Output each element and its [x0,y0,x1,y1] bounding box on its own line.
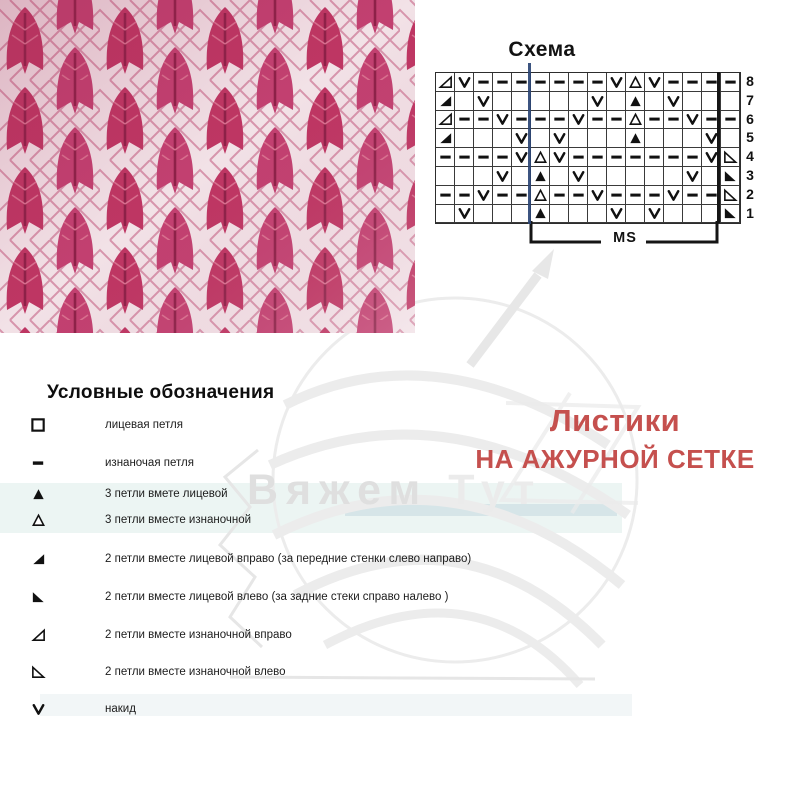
legend-label: 2 петли вместе изнаночной влево [105,666,286,678]
chart-cell-empty [455,92,474,111]
chart-cell-- [588,73,607,92]
chart-cell-k3 [626,129,645,148]
watermark-word2: Тут [448,466,543,514]
chart-cell-V [588,92,607,111]
chart-cell-V [550,129,569,148]
chart-row-number: 8 [746,73,754,89]
pattern-title [437,401,793,477]
knit-swatch-photo [0,0,415,333]
chart-cell-- [645,111,664,130]
chart-cell-empty [474,129,493,148]
chart-cell-V [683,167,702,186]
chart-cell-empty [550,92,569,111]
chart-row-number: 4 [746,148,754,165]
legend-row-V [30,701,136,717]
chart-cell-- [607,111,626,130]
chart-cell-V [683,111,702,130]
legend-row-purl [30,455,194,471]
chart-cell-- [645,148,664,167]
open-right-leaning-triangle-icon [30,627,50,643]
chart-cell-- [550,111,569,130]
chart-row-number: 2 [746,185,754,202]
chart-cell-- [683,148,702,167]
chart-cell-p2l [721,148,740,167]
legend-row-knit [30,417,183,433]
chart-cell-empty [645,129,664,148]
chart-cell-p2r [436,73,455,92]
chart-title: Схема [508,38,576,61]
chart-cell-k3 [531,167,550,186]
legend-row-p2l [30,664,286,680]
ms-repeat-bracket [430,218,760,258]
chart-cell-- [664,111,683,130]
ms-repeat-label: MS [613,230,637,246]
chart-row-number: 7 [746,91,754,108]
chart-cell-V [474,186,493,205]
chart-row-number: 1 [746,204,754,221]
repeat-marker-blue-line [528,63,531,224]
chart-cell-p3 [626,111,645,130]
chart-cell-- [683,73,702,92]
chart-cell-- [455,111,474,130]
open-left-leaning-triangle-icon [30,664,50,680]
chart-cell-p3 [531,148,550,167]
chart-cell-V [645,73,664,92]
chart-cell-empty [569,92,588,111]
chart-cell-- [474,148,493,167]
chart-cell-V [550,148,569,167]
legend-label: изнаночая петля [105,457,194,469]
legend-label: накид [105,703,136,715]
chart-row-number: 3 [746,167,754,183]
chart-cell-V [474,92,493,111]
chart-cell-- [721,111,740,130]
chart-cell-p3 [531,186,550,205]
chart-cell-- [436,148,455,167]
chart-cell-- [569,73,588,92]
chart-cell-k2r [436,129,455,148]
chart-cell-empty [721,129,740,148]
chart-row-number: 6 [746,110,754,127]
chart-cell-- [531,73,550,92]
chart-cell-k2r [436,92,455,111]
chart-cell-V [607,73,626,92]
chart-cell-empty [493,92,512,111]
chart-cell-empty [721,92,740,111]
legend-label: 3 петли вмете лицевой [105,488,228,500]
open-triangle-icon [30,512,50,528]
chart-cell-- [664,148,683,167]
chart-cell-empty [683,129,702,148]
chart-cell-- [626,186,645,205]
chart-cell-empty [607,92,626,111]
chart-cell-empty [531,92,550,111]
filled-triangle-icon [30,486,50,502]
yarn-over-v-icon [30,701,50,717]
chart-cell-empty [455,129,474,148]
legend-row-p2r [30,627,292,643]
chart-cell-- [455,186,474,205]
legend-label: 2 петли вместе лицевой влево (за задние стеки справо налево ) [105,591,449,603]
legend-label: 2 петли вместе лицевой вправо (за передние стенки слево направо) [105,553,472,565]
chart-cell-- [531,111,550,130]
chart-cell-empty [569,129,588,148]
chart-cell-empty [493,129,512,148]
legend-label: 2 петли вместе изнаночной вправо [105,629,292,641]
chart-cell-p2l [721,186,740,205]
chart-cell-- [683,186,702,205]
filled-left-leaning-triangle-icon [30,589,50,605]
chart-cell-- [607,186,626,205]
chart-cell-empty [531,129,550,148]
chart-cell-- [569,148,588,167]
watermark-word1: Вяжем [247,466,429,514]
chart-cell-V [664,92,683,111]
chart-cell-- [645,186,664,205]
pattern-title-line2: НА АЖУРНОЙ СЕТКЕ [475,444,755,474]
chart-cell-- [474,111,493,130]
knitting-chart-grid [435,72,741,224]
chart-cell-k3 [626,92,645,111]
chart-cell-empty [550,167,569,186]
chart-cell-V [455,73,474,92]
chart-cell-empty [455,167,474,186]
chart-cell-empty [664,167,683,186]
chart-cell-- [493,73,512,92]
chart-cell-empty [645,167,664,186]
chart-cell-k2l [721,167,740,186]
open-square-icon [30,417,50,433]
legend-row-k3 [30,486,228,502]
legend-row-p3 [30,512,251,528]
chart-cell-- [436,186,455,205]
chart-cell-- [455,148,474,167]
chart-cell-- [493,148,512,167]
chart-cell-- [626,148,645,167]
chart-cell-p2r [436,111,455,130]
chart-cell-empty [588,129,607,148]
chart-cell-V [569,167,588,186]
chart-cell-empty [645,92,664,111]
dash-icon [30,455,50,471]
pattern-title-line1: Листики [549,403,681,438]
chart-cell-- [493,186,512,205]
chart-cell-- [588,111,607,130]
legend-label: лицевая петля [105,419,183,431]
legend-row-k2r [30,551,471,567]
legend-label: 3 петли вместе изнаночной [105,514,252,526]
chart-cell-V [588,186,607,205]
chart-cell-empty [664,129,683,148]
chart-cell-p3 [626,73,645,92]
chart-cell-empty [588,167,607,186]
chart-cell-V [493,167,512,186]
chart-cell-- [569,186,588,205]
chart-cell-- [721,73,740,92]
chart-cell-V [493,111,512,130]
chart-cell-- [550,186,569,205]
crochet-hook-icon [470,249,554,365]
chart-cell-- [607,148,626,167]
chart-cell-- [550,73,569,92]
chart-cell-V [569,111,588,130]
repeat-heavy-line [717,72,720,223]
filled-right-leaning-triangle-icon [30,551,50,567]
chart-cell-empty [607,167,626,186]
chart-cell-- [588,148,607,167]
chart-cell-- [664,73,683,92]
chart-cell-empty [626,167,645,186]
chart-cell-empty [436,167,455,186]
chart-cell-V [664,186,683,205]
legend-heading: Условные обозначения [47,382,275,403]
chart-cell-empty [474,167,493,186]
chart-row-number: 5 [746,129,754,146]
legend-row-k2l [30,589,448,605]
chart-cell-empty [607,129,626,148]
chart-cell-empty [683,92,702,111]
chart-cell-- [474,73,493,92]
